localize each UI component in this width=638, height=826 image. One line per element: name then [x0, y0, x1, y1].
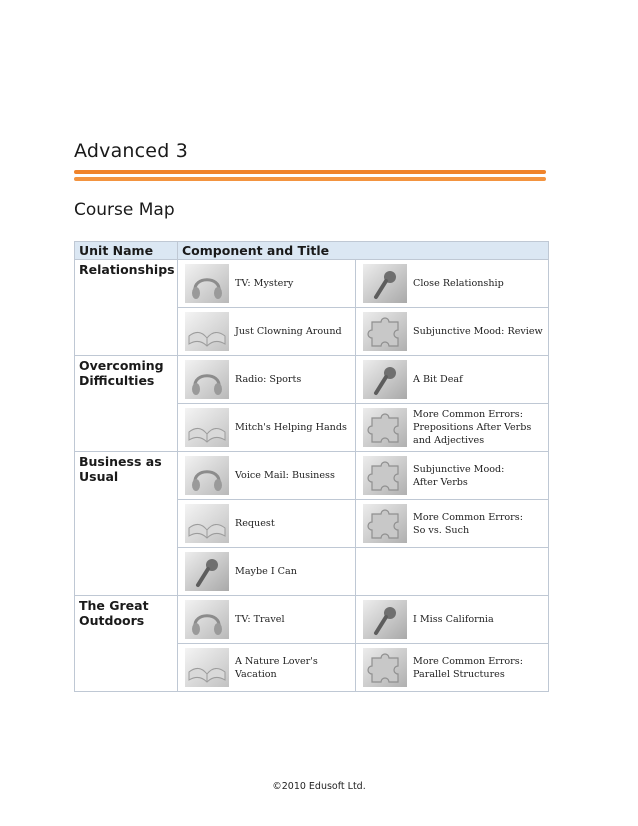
book-icon [185, 504, 229, 543]
component-title: Request [235, 518, 275, 529]
unit-name-header: Unit Name [75, 242, 178, 260]
unit-name-cell: Relationships [75, 260, 178, 356]
puzzle-icon [363, 456, 407, 495]
component-cell [178, 596, 356, 644]
headphones-icon [185, 600, 229, 639]
headphones-icon [185, 360, 229, 399]
book-icon [185, 408, 229, 447]
component-title: A Bit Deaf [413, 374, 463, 385]
book-icon [185, 312, 229, 351]
component-title: More Common Errors: So vs. Such [413, 511, 523, 536]
component-title: TV: Mystery [235, 278, 294, 289]
component-cell [178, 404, 356, 452]
unit-name-cell: The Great Outdoors [75, 596, 178, 692]
headphones-icon [185, 456, 229, 495]
component-title: TV: Travel [235, 614, 285, 625]
component-title: Voice Mail: Business [235, 470, 335, 481]
table-row [75, 452, 549, 500]
component-title: More Common Errors: Prepositions After Verbs and Adjectives [413, 409, 532, 446]
microphone-icon [363, 264, 407, 303]
component-title: Subjunctive Mood: After Verbs [413, 463, 505, 488]
component-title: Just Clowning Around [235, 326, 342, 337]
component-title: A Nature Lover's Vacation [235, 655, 318, 680]
microphone-icon [363, 600, 407, 639]
component-cell [356, 308, 549, 356]
table-row [75, 260, 549, 308]
copyright-footer: ©2010 Edusoft Ltd. [272, 781, 366, 792]
component-cell [356, 404, 549, 452]
orange-divider-bottom [74, 177, 546, 181]
puzzle-icon [363, 648, 407, 687]
component-title: Maybe I Can [235, 566, 297, 577]
headphones-icon [185, 264, 229, 303]
component-cell [178, 644, 356, 692]
component-cell [356, 644, 549, 692]
component-cell [356, 596, 549, 644]
component-cell [356, 356, 549, 404]
component-cell [178, 356, 356, 404]
puzzle-icon [363, 504, 407, 543]
empty-cell [356, 548, 549, 596]
page-title: Advanced 3 [74, 140, 188, 162]
puzzle-icon [363, 312, 407, 351]
table-row [75, 596, 549, 644]
component-cell [178, 452, 356, 500]
orange-divider-top [74, 170, 546, 174]
component-title-header: Component and Title [178, 242, 549, 260]
puzzle-icon [363, 408, 407, 447]
unit-name-cell: Overcoming Difficulties [75, 356, 178, 452]
component-cell [356, 500, 549, 548]
component-cell [178, 260, 356, 308]
component-title: Radio: Sports [235, 374, 302, 385]
table-row [75, 356, 549, 404]
component-cell [178, 308, 356, 356]
book-icon [185, 648, 229, 687]
microphone-icon [185, 552, 229, 591]
component-title: I Miss California [413, 614, 494, 625]
microphone-icon [363, 360, 407, 399]
component-title: More Common Errors: Parallel Structures [413, 655, 523, 680]
component-title: Subjunctive Mood: Review [413, 326, 543, 337]
table-header-row [75, 242, 549, 260]
course-map-table [74, 241, 549, 692]
section-title: Course Map [74, 200, 175, 220]
component-cell [356, 452, 549, 500]
component-cell [178, 548, 356, 596]
component-title: Close Relationship [413, 278, 504, 289]
unit-name-cell: Business as Usual [75, 452, 178, 596]
component-cell [356, 260, 549, 308]
component-cell [178, 500, 356, 548]
component-title: Mitch's Helping Hands [235, 422, 347, 433]
